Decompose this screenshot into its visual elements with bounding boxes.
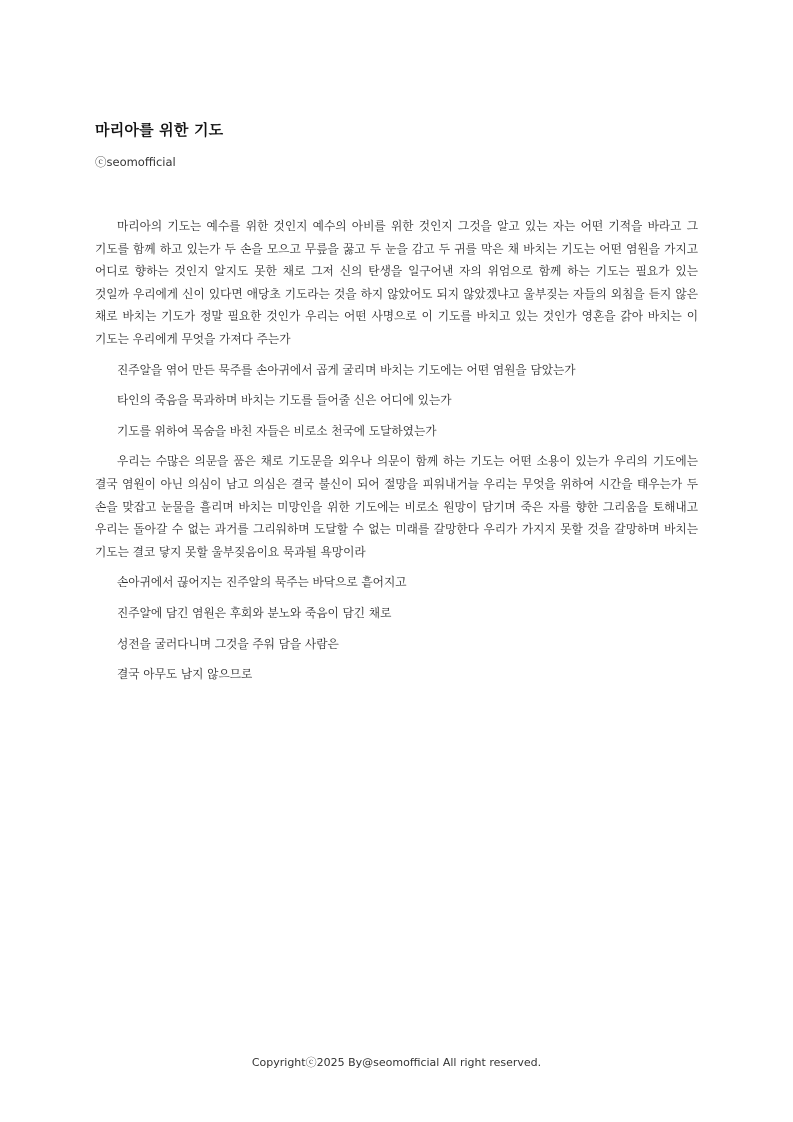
- paragraph-2: 진주알을 엮어 만든 묵주를 손아귀에서 곱게 굴리며 바치는 기도에는 어떤 염원을 담았는가: [117, 362, 576, 377]
- paragraph-7: 진주알에 담긴 염원은 후회와 분노와 죽음이 담긴 채로: [117, 605, 392, 620]
- poem-body: [95, 215, 698, 694]
- paragraph-6: 손아귀에서 끊어지는 진주알의 묵주는 바닥으로 흩어지고: [117, 575, 407, 590]
- paragraph-8: 성전을 굴러다니며 그것을 주워 담을 사람은: [117, 636, 339, 651]
- copyright-footer: Copyrightⓒ2025 By@seomofficial All right reserved.: [251, 1056, 542, 1069]
- paragraph-3: 타인의 죽음을 묵과하며 바치는 기도를 들어줄 신은 어디에 있는가: [117, 393, 452, 408]
- paragraph-5: 우리는 수많은 의문을 품은 채로 기도문을 외우나 의문이 함께 하는 기도는 어떤 소용이 있는가 우리의 기도에는 결국 염원이 아닌 의심이 남고 의심은 결국 불신이 되어 절망을 피워내거늘 우리는 무엇을 위하여 시간을 태우는가 두 손을 맞잡고 눈물을 흘리며 바치는 미망인을 위한 기도에는 비로소 원망이 담기며 죽은 자를 향한 그리움을 토해내고 우리는 돌아갈 수 없는 과거를 그리워하며 도달할 수 없는 미래를 갈망한다 우리가 가지지 못할 것을 갈망하며 바치는 기도는 결코 닿지 못할 울부짖음이요 묵과될 욕망이라: [95, 454, 698, 559]
- author-credit: ⓒseomofficial: [95, 155, 176, 169]
- page-title: 마리아를 위한 기도: [95, 121, 224, 139]
- paragraph-4: 기도를 위하여 목숨을 바친 자들은 비로소 천국에 도달하였는가: [117, 423, 437, 438]
- paragraph-1: 마리아의 기도는 예수를 위한 것인지 예수의 아비를 위한 것인지 그것을 알고 있는 자는 어떤 기적을 바라고 그 기도를 함께 하고 있는가 두 손을 모으고 무릎을 꿇고 두 눈을 감고 두 귀를 막은 채 바치는 기도는 어떤 염원을 가지고 어디로 향하는 것인지 알지도 못한 채로 그저 신의 탄생을 일구어낸 자의 위엄으로 함께 하는 기도는 필요가 있는 것일까 우리에게 신이 있다면 애당초 기도라는 것을 하지 않았어도 되지 않았겠냐고 울부짖는 자들의 외침을 듣지 않은 채로 바치는 기도가 정말 필요한 것인가 우리는 어떤 사명으로 이 기도를 바치고 있는 것인가 영혼을 갉아 바치는 이 기도는 우리에게 무엇을 가져다 주는가: [95, 219, 698, 346]
- paragraph-9: 결국 아무도 남지 않으므로: [117, 667, 253, 682]
